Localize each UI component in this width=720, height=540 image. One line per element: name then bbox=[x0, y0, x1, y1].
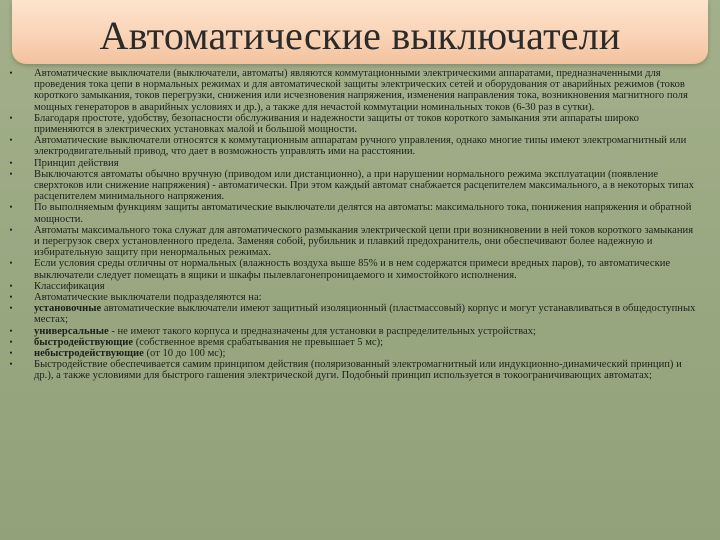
item-text: Если условия среды отличны от нормальных (влажность воздуха выше 85% и в нем содержатся примеси вредных паров), то автоматические выключатели следует помещать в ящики и шкафы пылевлагонепроницаемого и химостойкого исполнения. bbox=[34, 258, 671, 281]
item-text: (собственное время срабатывания не превышает 5 мс); bbox=[133, 336, 384, 348]
bullet-icon: • bbox=[9, 157, 13, 168]
item-text: Быстродействие обеспечивается самим принципом действия (поляризованный электромагнитный или индукционно-динамический принцип) и др.), а также условиями для быстрого гашения электрической дуги. Подобный принцип используется в токоограничивающих автоматах; bbox=[34, 359, 682, 382]
item-text: Выключаются автоматы обычно вручную (приводом или дистанционно), а при нарушении нормального режима эксплуатации (появление сверхтоков или снижение напряжения) - автоматически. При этом каждый автомат снабжается расцепителем максимального, а в некоторых типах расцепителем минимального напряжения. bbox=[34, 168, 694, 203]
bullet-list bbox=[6, 68, 698, 382]
list-item bbox=[6, 158, 698, 169]
bullet-icon: • bbox=[9, 258, 13, 269]
bullet-icon: • bbox=[9, 359, 13, 370]
list-item bbox=[6, 337, 698, 348]
list-item bbox=[6, 258, 698, 280]
list-item bbox=[6, 326, 698, 337]
item-text: Автоматические выключатели подразделяются на: bbox=[34, 292, 262, 304]
bullet-icon: • bbox=[9, 325, 13, 336]
list-item bbox=[6, 225, 698, 259]
list-item bbox=[6, 281, 698, 292]
bullet-icon: • bbox=[9, 336, 13, 347]
list-item bbox=[6, 113, 698, 135]
item-text: - не имеют такого корпуса и предназначены для установки в распределительных устройствах; bbox=[108, 325, 536, 337]
bullet-icon: • bbox=[9, 224, 13, 235]
bullet-icon: • bbox=[9, 348, 13, 359]
bullet-icon: • bbox=[9, 112, 13, 123]
item-text: (от 10 до 100 мс); bbox=[143, 348, 226, 360]
bullet-icon: • bbox=[9, 68, 13, 78]
bullet-icon: • bbox=[9, 168, 13, 179]
item-text: автоматические выключатели имеют защитный изоляционный (пластмассовый) корпус и могут устанавливаться в общедоступных местах; bbox=[34, 303, 696, 326]
list-item bbox=[6, 68, 698, 113]
list-item bbox=[6, 359, 698, 381]
bullet-icon: • bbox=[9, 292, 13, 303]
item-text: Автоматические выключатели относятся к коммутационным аппаратам ручного управления, однако многие типы имеют электромагнитный или электродвигательный привод, что дает в возможность управлять ими на расстоянии. bbox=[34, 135, 687, 158]
list-item bbox=[6, 135, 698, 157]
item-term: установочные bbox=[34, 303, 102, 315]
bullet-icon: • bbox=[9, 135, 13, 146]
item-text: Автоматы максимального тока служат для автоматического размыкания электрической цепи при возникновении в ней токов короткого замыкания и перегрузок сверх установленного предела. Заменяя собой, рубильник и плавкий предохранитель, они обеспечивают более надежную и избирательную защиту при ненормальных режимах. bbox=[34, 224, 694, 259]
item-text: Благодаря простоте, удобству, безопасности обслуживания и надежности защиты от токов короткого замыкания эти аппараты широко применяются в электрических установках малой и большой мощности. bbox=[34, 112, 639, 136]
bullet-icon: • bbox=[9, 202, 13, 213]
title-bar bbox=[12, 0, 708, 64]
item-text: Классификация bbox=[34, 280, 105, 292]
bullet-icon: • bbox=[9, 280, 13, 291]
list-item bbox=[6, 169, 698, 203]
list-item bbox=[6, 292, 698, 303]
list-item bbox=[6, 202, 698, 224]
slide-title: Автоматические выключатели bbox=[99, 12, 621, 58]
item-term: универсальные bbox=[34, 325, 109, 337]
item-term: быстродействующие bbox=[34, 336, 134, 348]
list-item bbox=[6, 348, 698, 359]
content-area bbox=[6, 68, 698, 534]
item-text: Принцип действия bbox=[34, 157, 119, 169]
bullet-icon: • bbox=[9, 303, 13, 314]
item-text: Автоматические выключатели (выключатели, автоматы) являются коммутационными электрическими аппаратами, предназначенными для проведения тока цепи в нормальных режимах и для автоматической защиты электрических сетей и оборудования от аварийных режимов (токов короткого замыкания, токов перегрузки, снижения или исчезновения напряжения, изменения направления тока, возникновения магнитного поля мощных генераторов в аварийных условиях и др.), а также для нечастой коммутации номинальных токов (6-30 раз в сутки). bbox=[34, 68, 688, 113]
list-item bbox=[6, 303, 698, 325]
item-term: небыстродействующие bbox=[34, 348, 144, 360]
item-text: По выполняемым функциям защиты автоматические выключатели делятся на автоматы: максимального тока, понижения напряжения и обратной мощности. bbox=[34, 202, 692, 225]
